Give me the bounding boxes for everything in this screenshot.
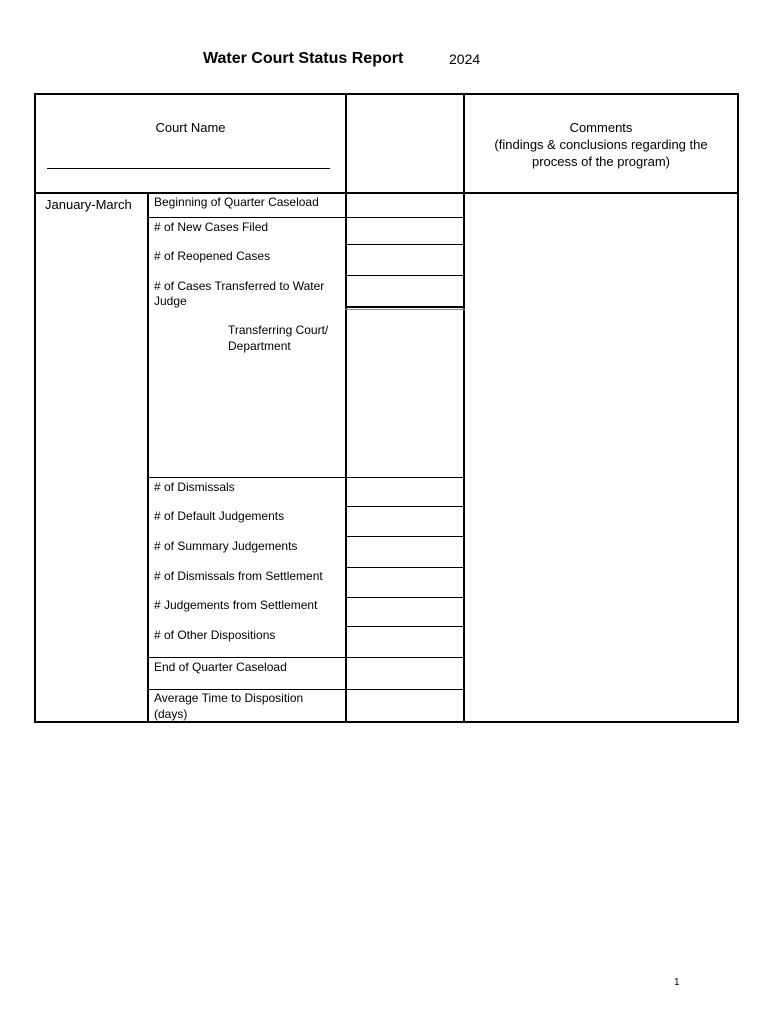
value-cell-beginning-caseload[interactable] bbox=[347, 194, 463, 217]
value-cell-avg-time[interactable] bbox=[347, 690, 463, 721]
value-cell-reopened-cases[interactable] bbox=[347, 245, 463, 275]
quarter-label: January-March bbox=[45, 197, 132, 212]
table-border-right bbox=[737, 93, 739, 723]
comments-cell[interactable] bbox=[465, 194, 737, 721]
row-label-transferring-line1: Transferring Court/ bbox=[228, 323, 329, 337]
comments-subtitle-line2: process of the program) bbox=[531, 154, 670, 169]
row-label-transferred-line2: Judge bbox=[154, 294, 187, 308]
court-name-label: Court Name bbox=[155, 120, 226, 135]
value-cell-dismissals-settlement[interactable] bbox=[347, 568, 463, 597]
value-cell-transferred[interactable] bbox=[347, 276, 463, 306]
row-label-dismissals-settlement: # of Dismissals from Settlement bbox=[154, 569, 323, 583]
row-label-beginning-caseload: Beginning of Quarter Caseload bbox=[154, 195, 319, 209]
row-label-other-dispositions: # of Other Dispositions bbox=[154, 628, 276, 642]
row-label-transferred-line1: # of Cases Transferred to Water bbox=[154, 279, 325, 293]
row-label-avg-time-line1: Average Time to Disposition bbox=[154, 691, 304, 705]
value-cell-judgements-settlement[interactable] bbox=[347, 598, 463, 626]
row-label-end-caseload: End of Quarter Caseload bbox=[154, 660, 287, 674]
comments-title: Comments bbox=[569, 120, 633, 135]
table-border-left bbox=[34, 93, 36, 723]
table-border-bottom bbox=[34, 721, 739, 723]
report-year: 2024 bbox=[449, 51, 481, 67]
value-cell-other-dispositions[interactable] bbox=[347, 627, 463, 657]
row-label-transferring-line2: Department bbox=[228, 339, 291, 353]
value-cell-summary-judgements[interactable] bbox=[347, 537, 463, 567]
value-cell-dismissals[interactable] bbox=[347, 478, 463, 506]
page-number: 1 bbox=[674, 977, 680, 988]
row-label-new-cases: # of New Cases Filed bbox=[154, 220, 269, 234]
value-cell-new-cases[interactable] bbox=[347, 218, 463, 244]
report-title: Water Court Status Report bbox=[203, 50, 404, 67]
court-name-signature-line bbox=[47, 168, 330, 169]
value-cell-end-caseload[interactable] bbox=[347, 658, 463, 689]
row-label-avg-time-line2: (days) bbox=[154, 707, 188, 721]
value-cell-transferring-court[interactable] bbox=[347, 310, 463, 477]
row-label-default-judgements: # of Default Judgements bbox=[154, 509, 285, 523]
value-cell-default-judgements[interactable] bbox=[347, 507, 463, 536]
row-label-summary-judgements: # of Summary Judgements bbox=[154, 539, 298, 553]
row-label-reopened-cases: # of Reopened Cases bbox=[154, 249, 271, 263]
comments-subtitle-line1: (findings & conclusions regarding the bbox=[494, 137, 708, 152]
row-label-dismissals: # of Dismissals bbox=[154, 480, 235, 494]
table-border-top bbox=[34, 93, 739, 95]
row-label-judgements-settlement: # Judgements from Settlement bbox=[154, 598, 318, 612]
row-line bbox=[345, 306, 465, 308]
col-divider-labels bbox=[147, 192, 149, 723]
